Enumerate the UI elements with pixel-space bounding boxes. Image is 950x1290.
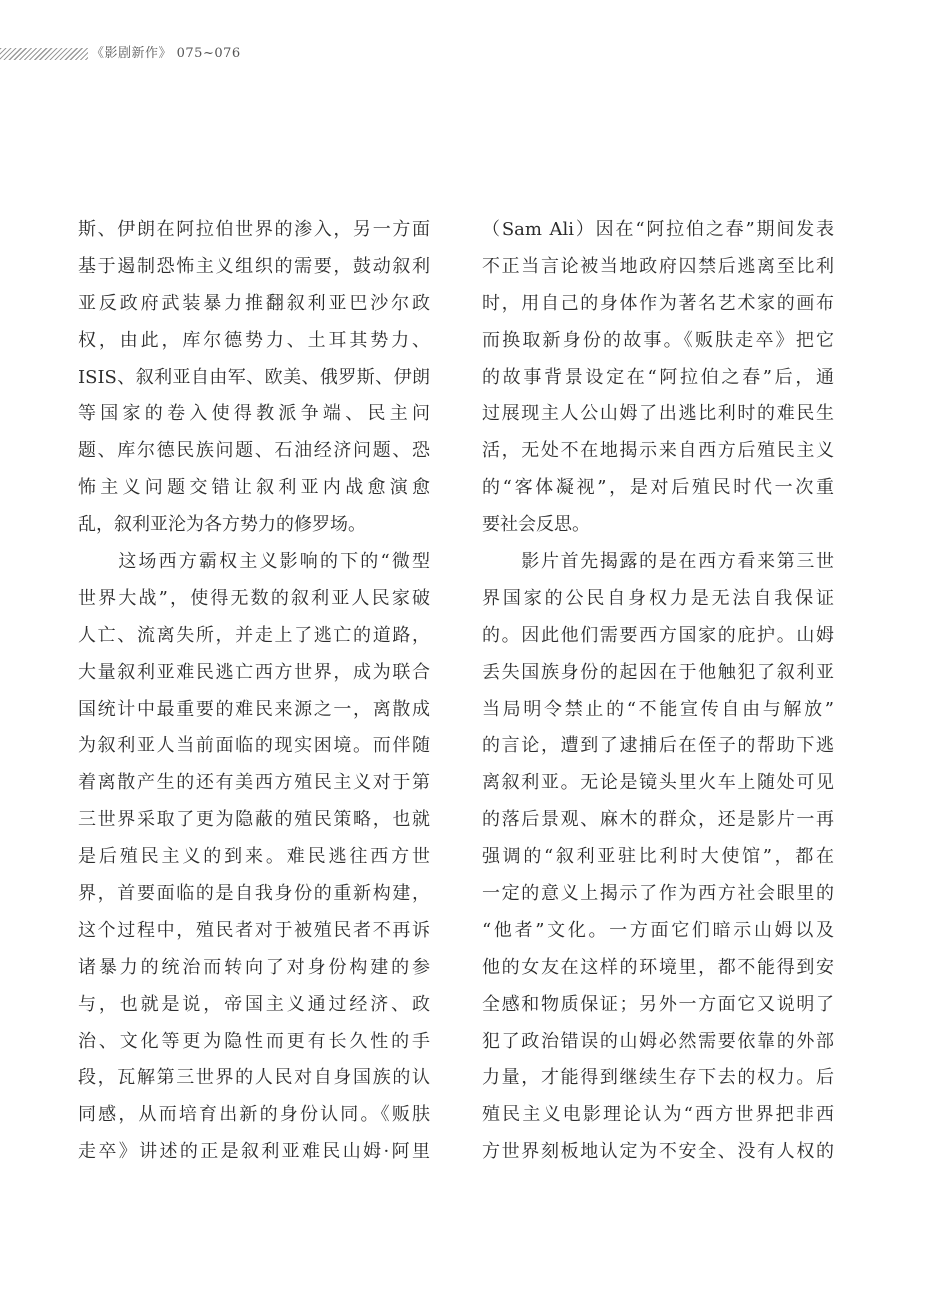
text-line: 治、文化等更为隐性而更有长久性的手	[78, 1030, 430, 1052]
text-line: 大量叙利亚难民逃亡西方世界，成为联合	[78, 661, 430, 683]
right-text-column	[482, 212, 834, 1171]
text-line: 题、库尔德民族问题、石油经济问题、恐	[78, 440, 430, 462]
header-stripe-decoration	[0, 48, 88, 60]
text-line: 过展现主人公山姆了出逃比利时的难民生	[482, 403, 834, 425]
text-line: 怖主义问题交错让叙利亚内战愈演愈	[78, 477, 430, 499]
text-line: 丢失国族身份的起因在于他触犯了叙利亚	[482, 661, 834, 683]
text-line: 的。因此他们需要西方国家的庇护。山姆	[482, 624, 834, 646]
text-line: 为叙利亚人当前面临的现实困境。而伴随	[78, 735, 430, 757]
running-header	[0, 44, 400, 66]
text-line: 的“客体凝视”，是对后殖民时代一次重	[482, 477, 834, 499]
text-line: 乱，叙利亚沦为各方势力的修罗场。	[78, 514, 366, 536]
journal-title-page-range: 《影剧新作》 075~076	[91, 46, 241, 61]
text-line: 段，瓦解第三世界的人民对自身国族的认	[78, 1067, 430, 1089]
text-line: 亚反政府武装暴力推翻叙利亚巴沙尔政	[78, 292, 430, 314]
text-line: 与，也就是说，帝国主义通过经济、政	[78, 993, 430, 1015]
left-text-column	[78, 212, 430, 1171]
text-line: 同感，从而培育出新的身份认同。《贩肤	[78, 1104, 430, 1126]
text-line: 当局明令禁止的“不能宣传自由与解放”	[482, 698, 834, 720]
text-line: 这个过程中，殖民者对于被殖民者不再诉	[78, 919, 430, 941]
text-line: 不正当言论被当地政府囚禁后逃离至比利	[482, 255, 834, 277]
text-line: 而换取新身份的故事。《贩肤走卒》把它	[482, 329, 834, 351]
text-line: 他的女友在这样的环境里，都不能得到安	[482, 956, 834, 978]
text-line: 基于遏制恐怖主义组织的需要，鼓动叙利	[78, 255, 430, 277]
text-line: 离叙利亚。无论是镜头里火车上随处可见	[482, 772, 834, 794]
text-line: （Sam Ali）因在“阿拉伯之春”期间发表	[482, 219, 834, 240]
text-line: 一定的意义上揭示了作为西方社会眼里的	[482, 883, 834, 905]
text-line: 方世界刻板地认定为不安全、没有人权的	[482, 1141, 834, 1163]
text-line: 力量，才能得到继续生存下去的权力。后	[482, 1067, 834, 1089]
text-line: 界国家的公民自身权力是无法自我保证	[482, 587, 834, 609]
text-line: 活，无处不在地揭示来自西方后殖民主义	[482, 440, 834, 462]
text-line: 全感和物质保证；另外一方面它又说明了	[482, 993, 834, 1015]
text-line: 的故事背景设定在“阿拉伯之春”后，通	[482, 366, 834, 388]
text-line: 殖民主义电影理论认为“西方世界把非西	[482, 1104, 834, 1126]
text-line: 强调的“叙利亚驻比利时大使馆”，都在	[482, 846, 834, 868]
text-line: 走卒》讲述的正是叙利亚难民山姆·阿里	[78, 1141, 430, 1163]
text-line: 世界大战”，使得无数的叙利亚人民家破	[78, 587, 430, 609]
text-line: “他者”文化。一方面它们暗示山姆以及	[482, 919, 834, 941]
text-line: 的言论，遭到了逮捕后在侄子的帮助下逃	[482, 735, 834, 757]
text-line: 界，首要面临的是自我身份的重新构建，	[78, 883, 430, 905]
text-line: 犯了政治错误的山姆必然需要依靠的外部	[482, 1030, 834, 1052]
text-line: 等国家的卷入使得教派争端、民主问	[78, 403, 430, 425]
text-line: 斯、伊朗在阿拉伯世界的渗入，另一方面	[78, 219, 430, 240]
text-line: 三世界采取了更为隐蔽的殖民策略，也就	[78, 809, 430, 831]
text-line: 是后殖民主义的到来。难民逃往西方世	[78, 846, 430, 868]
text-line: 着离散产生的还有美西方殖民主义对于第	[78, 772, 430, 794]
text-line: 的落后景观、麻木的群众，还是影片一再	[482, 809, 834, 831]
text-line: 要社会反思。	[482, 514, 590, 536]
text-line: 国统计中最重要的难民来源之一，离散成	[78, 698, 430, 720]
text-line: 人亡、流离失所，并走上了逃亡的道路，	[78, 624, 430, 646]
text-line: 时，用自己的身体作为著名艺术家的画布	[482, 292, 834, 314]
text-line: 这场西方霸权主义影响的下的“微型	[78, 551, 430, 573]
text-line: 诸暴力的统治而转向了对身份构建的参	[78, 956, 430, 978]
text-line: 影片首先揭露的是在西方看来第三世	[482, 551, 834, 573]
text-line: ISIS、叙利亚自由军、欧美、俄罗斯、伊朗	[78, 366, 430, 388]
text-line: 权，由此，库尔德势力、土耳其势力、	[78, 329, 430, 351]
